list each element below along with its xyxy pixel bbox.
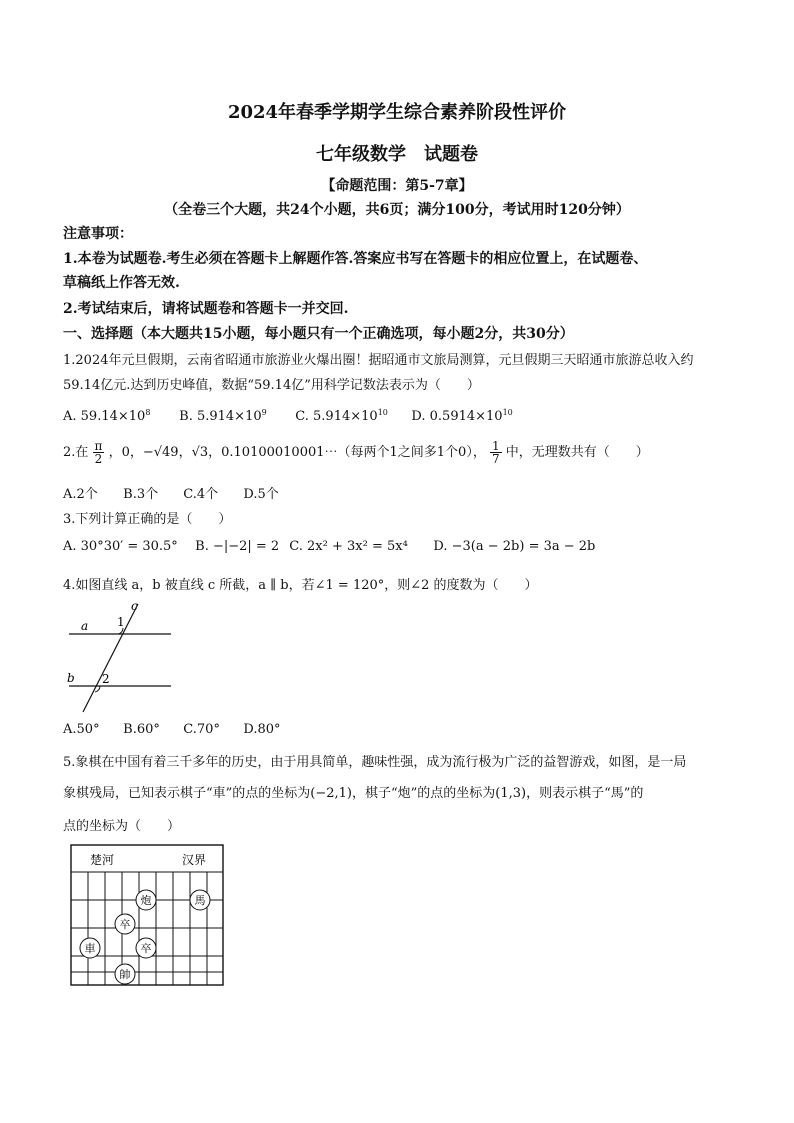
- label-1: 1: [117, 615, 125, 629]
- exam-info: （全卷三个大题，共24个小题，共6页；满分100分，考试用时120分钟）: [164, 202, 630, 218]
- q2-one-seventh-fraction: $\frac{1}{7}$: [491, 439, 500, 466]
- piece-zu-1: [115, 914, 135, 934]
- q3-option-d: D. −3(a − 2b) = 3a − 2b: [433, 539, 596, 554]
- notes-item: 2.考试结束后，请将试题卷和答题卡一并交回.: [63, 301, 349, 317]
- q4-option-a: A.50°: [63, 722, 100, 737]
- piece-pao: [136, 890, 156, 910]
- q3-stem: 3.下列计算正确的是（ ）: [63, 512, 232, 527]
- q5-stem: 象棋残局，已知表示棋子“車”的点的坐标为(−2,1)，棋子“炮”的点的坐标为(1,3)，则表示棋子“馬”的: [63, 786, 644, 801]
- q2-option-a: A.2个: [63, 487, 98, 502]
- exam-title: 2024年春季学期学生综合素养阶段性评价: [227, 102, 567, 123]
- q2-pi-fraction: $\frac{\pi}{2}$: [94, 439, 103, 466]
- q4-stem: 4.如图直线 a，b 被直线 c 所截，a ∥ b，若∠1 = 120°，则∠2 的度数为（ ）: [63, 578, 538, 593]
- exam-subtitle: 七年级数学 试题卷: [316, 144, 478, 165]
- piece-che: [80, 938, 100, 958]
- q1-option-b: B. $5.914\times 10^9$: [179, 408, 267, 425]
- river-label-left: 楚河: [90, 853, 115, 867]
- svg-text:卒: 卒: [140, 942, 152, 955]
- notes-item: 1.本卷为试题卷.考生必须在答题卡上解题作答.答案应书写在答题卡的相应位置上，在试题卷、: [63, 251, 648, 267]
- label-c: c: [131, 599, 138, 613]
- svg-text:馬: 馬: [194, 894, 206, 907]
- svg-text:卒: 卒: [119, 918, 131, 931]
- piece-shuai: [115, 964, 135, 984]
- q3-option-c: C. 2x² + 3x² = 5x⁴: [289, 539, 408, 554]
- notes-heading: 注意事项：: [63, 226, 133, 242]
- label-2: 2: [102, 672, 110, 686]
- river-label-right: 汉界: [182, 853, 207, 867]
- q2-stem: 2.在 $\frac{\pi}{2}$ ，0，−√49，√3，0.10100010001⋯（每两个1之间多1个0）， $\frac{1}{7}$ 中，无理数共有（ ）: [63, 439, 649, 466]
- q2-options: [63, 483, 299, 502]
- svg-text:車: 車: [84, 942, 96, 955]
- q5-stem: 点的坐标为（ ）: [63, 819, 181, 834]
- q4-options: [63, 722, 299, 737]
- q5-stem: 5.象棋在中国有着三千多年的历史，由于用具简单，趣味性强，成为流行极为广泛的益智游戏，如图，是一局: [63, 755, 687, 770]
- piece-ma: [190, 890, 210, 910]
- q3-options: [63, 539, 603, 554]
- chess-board-figure: [68, 842, 226, 990]
- q1-option-d: D. $0.5914\times 10^{10}$: [411, 408, 513, 425]
- q3-option-a: A. 30°30′ = 30.5°: [63, 539, 178, 554]
- q1-option-a: A. $59.14\times 10^8$: [63, 408, 151, 425]
- q1-options: [63, 408, 523, 424]
- label-b: b: [67, 671, 75, 685]
- section-heading: 一、选择题（本大题共15小题，每小题只有一个正确选项，每小题2分，共30分）: [63, 326, 574, 342]
- svg-text:帥: 帥: [119, 968, 131, 981]
- piece-zu-2: [136, 938, 156, 958]
- q2-option-b: B.3个: [123, 487, 159, 502]
- q4-option-c: C.70°: [183, 722, 220, 737]
- exam-scope: 【命题范围：第5-7章】: [321, 178, 473, 194]
- q4-option-d: D.80°: [243, 722, 281, 737]
- q3-option-b: B. −|−2| = 2: [195, 539, 280, 554]
- q2-option-d: D.5个: [243, 487, 279, 502]
- q1-stem: 59.14亿元.达到历史峰值，数据“59.14亿”用科学记数法表示为（ ）: [63, 378, 480, 393]
- q1-stem: 1.2024年元旦假期，云南省昭通市旅游业火爆出圈！据昭通市文旅局测算，元旦假期三天昭通市旅游总收入约: [63, 353, 694, 368]
- q4-parallel-lines-figure: [63, 598, 178, 716]
- q2-option-c: C.4个: [183, 487, 219, 502]
- label-a: a: [81, 619, 89, 633]
- line-c: [83, 604, 138, 712]
- q1-option-c: C. $5.914\times 10^{10}$: [295, 408, 388, 425]
- svg-text:炮: 炮: [140, 894, 152, 907]
- q4-option-b: B.60°: [123, 722, 160, 737]
- notes-item: 草稿纸上作答无效.: [63, 275, 180, 291]
- board-grid: [71, 872, 223, 985]
